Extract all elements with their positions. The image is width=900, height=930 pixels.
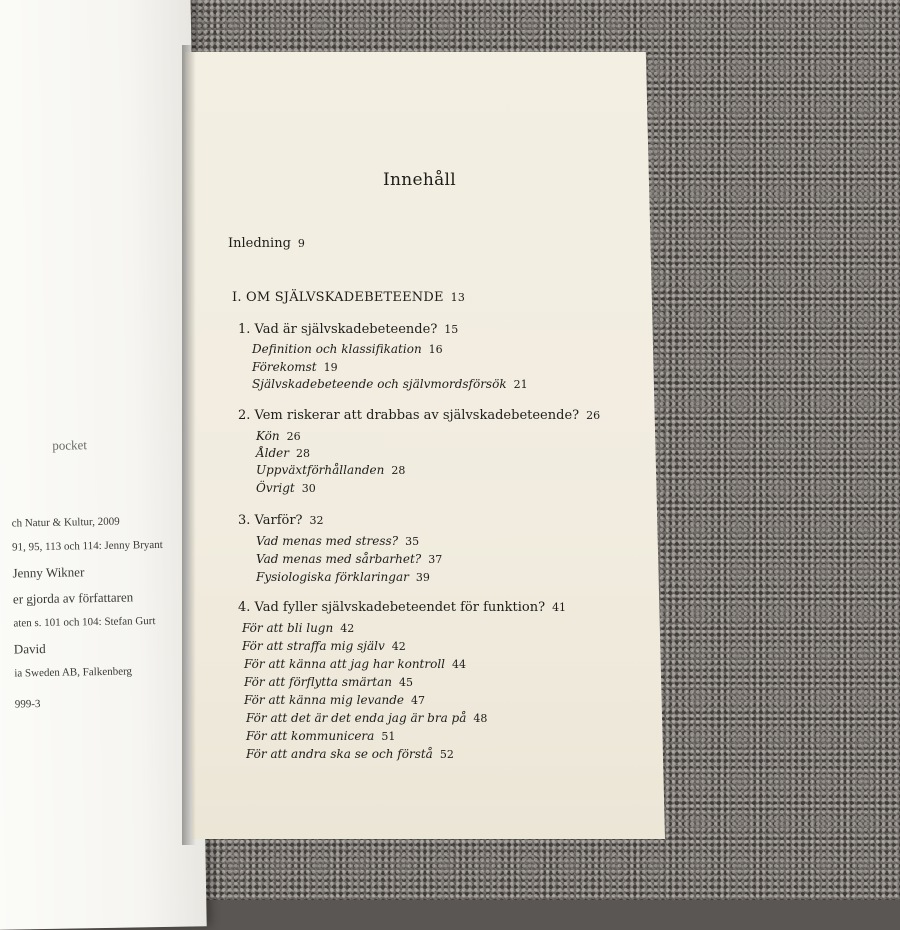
section-page: 26 <box>286 430 301 443</box>
section-label: Ålder <box>256 446 290 460</box>
section-page: 19 <box>323 361 338 374</box>
section-page: 52 <box>439 748 454 761</box>
section-page: 42 <box>391 640 406 653</box>
imprint-line: David <box>13 640 46 657</box>
imprint-line: 91, 95, 113 och 114: Jenny Bryant <box>11 538 163 554</box>
chapter-label: 1. Vad är självskadebeteende? <box>238 322 438 337</box>
section-page: 44 <box>452 658 467 671</box>
section-label: För att bli lugn <box>242 621 334 635</box>
section-page: 48 <box>473 712 488 725</box>
section-label: För att känna att jag har kontroll <box>244 657 446 671</box>
section-page: 42 <box>340 622 355 635</box>
imprint-line: ch Natur & Kultur, 2009 <box>11 515 120 530</box>
toc-intro-entry <box>228 236 305 251</box>
chapter-page: 41 <box>552 601 567 614</box>
toc-section <box>252 360 338 374</box>
section-label: Fysiologiska förklaringar <box>256 570 409 584</box>
imprint-line: aten s. 101 och 104: Stefan Gurt <box>13 615 156 630</box>
left-book-page <box>0 0 207 930</box>
toc-section <box>252 342 443 356</box>
toc-section <box>256 534 419 548</box>
chapter-page: 26 <box>586 409 601 422</box>
imprint-line: er gjorda av författaren <box>12 589 134 607</box>
toc-section <box>256 481 316 495</box>
toc-section <box>256 446 310 460</box>
section-page: 28 <box>296 447 311 460</box>
section-label: Förekomst <box>252 360 317 374</box>
section-label: Definition och klassifikation <box>252 342 422 356</box>
section-label: Vad menas med stress? <box>256 534 399 548</box>
toc-section <box>244 657 466 671</box>
section-label: Övrigt <box>256 481 295 495</box>
toc-chapter-2 <box>238 408 600 423</box>
section-page: 51 <box>381 730 396 743</box>
section-label: För att det är det enda jag är bra på <box>246 711 467 725</box>
section-page: 16 <box>428 343 443 356</box>
book-gutter-shadow <box>182 45 196 845</box>
section-label: För att förflytta smärtan <box>244 675 392 689</box>
section-page: 45 <box>399 676 413 689</box>
section-label: För att andra ska se och förstå <box>246 747 433 761</box>
chapter-label: 2. Vem riskerar att drabbas av självskadebeteende? <box>238 408 580 423</box>
toc-chapter-4 <box>238 600 566 615</box>
copyright-imprint <box>10 436 205 723</box>
entry-label: I. OM SJÄLVSKADEBETEENDE <box>232 290 444 305</box>
section-page: 28 <box>391 464 406 477</box>
toc-section <box>246 711 487 725</box>
toc-chapter-3 <box>238 513 324 528</box>
toc-part-heading <box>232 290 465 305</box>
entry-page: 13 <box>450 291 466 304</box>
entry-label: Inledning <box>228 236 291 251</box>
toc-section <box>256 429 301 443</box>
section-page: 37 <box>428 553 443 566</box>
section-label: Självskadebeteende och självmordsförsök <box>252 377 507 391</box>
entry-page: 9 <box>297 237 305 250</box>
section-label: Kön <box>256 429 280 443</box>
toc-section <box>244 693 425 707</box>
imprint-line: Jenny Wikner <box>12 564 85 581</box>
imprint-line: ia Sweden AB, Falkenberg <box>14 665 133 680</box>
section-label: För att kommunicera <box>246 729 375 743</box>
toc-section <box>244 675 413 689</box>
section-page: 39 <box>415 571 430 584</box>
toc-section <box>246 747 454 761</box>
section-label: Vad menas med sårbarhet? <box>256 552 422 566</box>
section-label: Uppväxtförhållanden <box>256 463 385 477</box>
section-page: 30 <box>301 482 316 495</box>
chapter-label: 4. Vad fyller självskadebeteendet för funktion? <box>238 600 546 615</box>
toc-section <box>256 570 430 584</box>
section-page: 21 <box>513 378 528 391</box>
toc-section <box>252 377 528 391</box>
toc-section <box>242 639 406 653</box>
chapter-page: 15 <box>444 323 459 336</box>
section-page: 35 <box>405 535 420 548</box>
toc-section <box>256 552 442 566</box>
chapter-page: 32 <box>309 514 324 527</box>
toc-title: Innehåll <box>383 170 457 190</box>
section-label: För att känna mig levande <box>244 693 405 707</box>
toc-chapter-1 <box>238 322 458 337</box>
toc-section <box>242 621 354 635</box>
toc-section <box>246 729 395 743</box>
section-page: 47 <box>411 694 426 707</box>
imprint-line: pocket <box>52 437 88 453</box>
section-label: För att straffa mig själv <box>242 639 385 653</box>
chapter-label: 3. Varför? <box>238 513 303 528</box>
imprint-line: 999-3 <box>14 698 41 711</box>
toc-section <box>256 463 405 477</box>
